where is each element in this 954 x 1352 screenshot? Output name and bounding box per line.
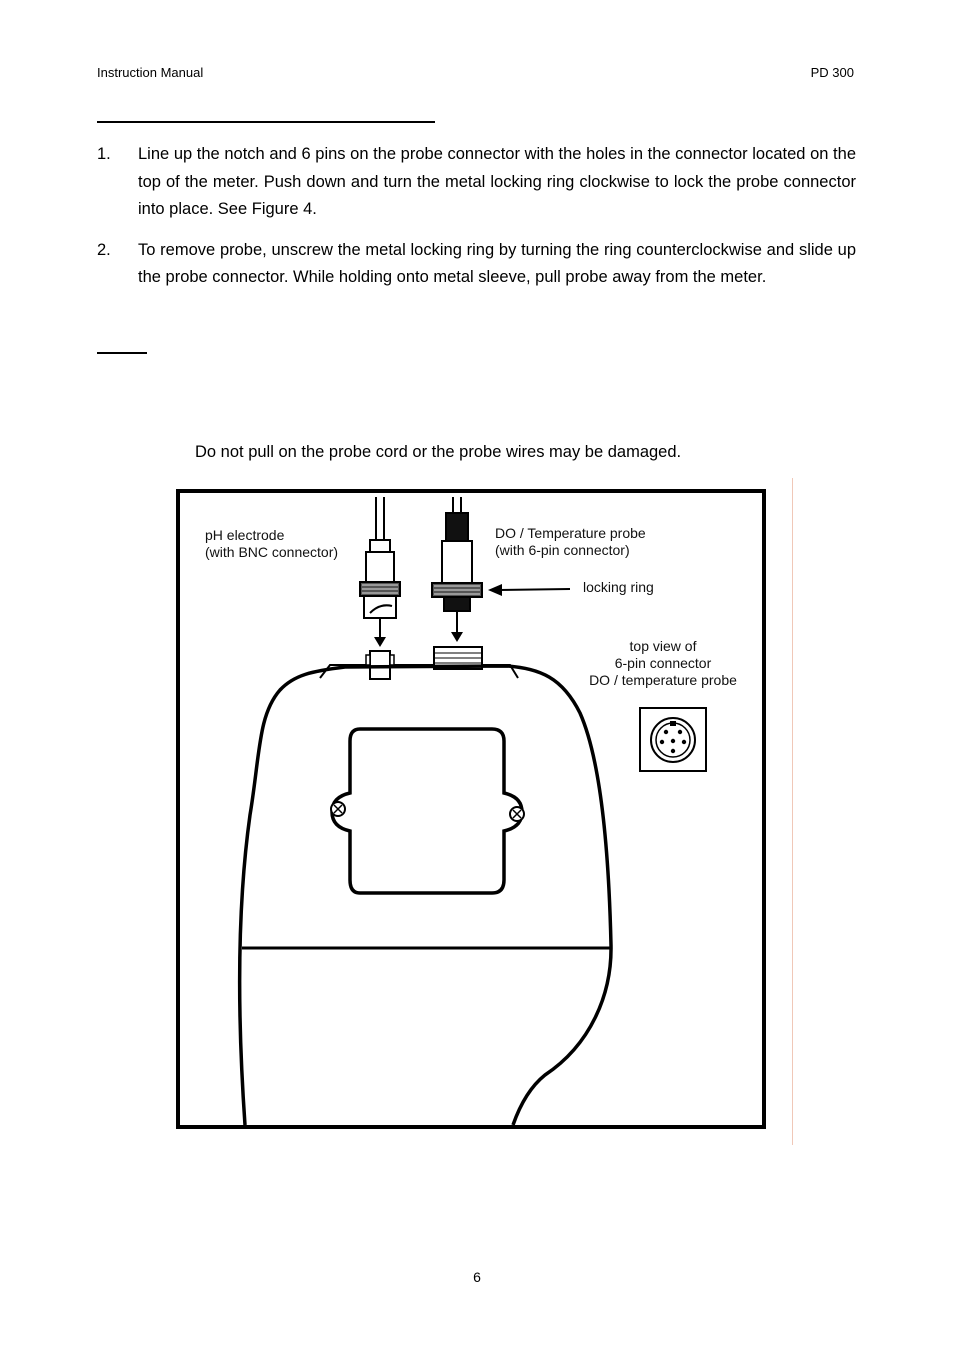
note-rule — [97, 352, 147, 354]
top-view-label-2: 6-pin connector — [614, 655, 712, 671]
page-number: 6 — [473, 1269, 481, 1285]
header-title: Instruction Manual — [97, 65, 204, 80]
step-2 — [97, 237, 856, 292]
step-text: To remove probe, unscrew the metal locking ring by turning the ring counterclockwise and slide up the probe connector. While holding onto metal sleeve, pull probe away from the meter. — [138, 240, 856, 286]
ring-label: locking ring — [583, 579, 654, 595]
do-label: DO / Temperature probe — [495, 525, 646, 541]
probe-connection-figure — [170, 485, 775, 1135]
do-cable-boot — [446, 513, 468, 541]
ring-pointer — [498, 589, 570, 590]
ph-label-sub: (with BNC connector) — [205, 544, 339, 560]
do-label-sub: (with 6-pin connector) — [495, 542, 630, 558]
do-connector-tip — [444, 597, 470, 611]
top-view-label-3: DO / temperature probe — [589, 672, 737, 688]
step-1 — [97, 141, 856, 224]
ph-cable-boot — [370, 540, 390, 552]
step-number: 2. — [97, 240, 111, 259]
do-connector-body — [442, 541, 472, 583]
instruction-steps — [97, 141, 856, 305]
meter-body — [240, 666, 611, 1125]
step-text: Line up the notch and 6 pins on the probe connector with the holes in the connector located on the top of the meter. Push down and turn the metal locking ring clockwise to lock the probe connector into place. See Figure 4. — [138, 145, 856, 218]
section-rule — [97, 121, 435, 123]
step-number: 1. — [97, 145, 111, 163]
ph-label: pH electrode — [205, 527, 285, 543]
warning-text: Do not pull on the probe cord or the probe wires may be damaged. — [195, 443, 682, 461]
margin-line — [792, 478, 793, 1145]
header-model: PD 300 — [810, 65, 854, 80]
top-view-label-1: top view of — [629, 638, 697, 654]
battery-cover — [332, 729, 522, 893]
ph-bnc-body — [366, 552, 394, 582]
